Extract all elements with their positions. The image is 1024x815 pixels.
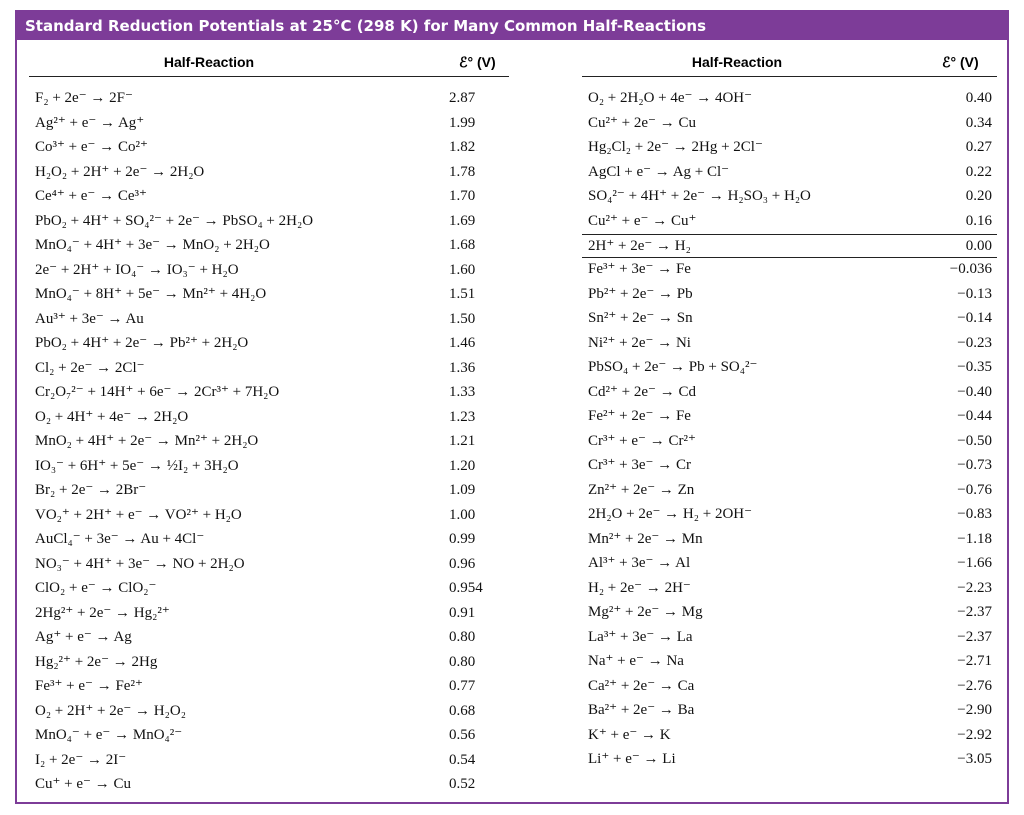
half-reaction-header: Half-Reaction xyxy=(691,54,783,70)
half-reaction: O₂ + 2H⁺ + 2e⁻ → H₂O₂ xyxy=(35,702,186,719)
half-reaction: Cr³⁺ + 3e⁻ → Cr xyxy=(588,457,691,473)
table-row xyxy=(582,626,997,651)
potential-value: −2.90 xyxy=(957,702,992,718)
potential-value: 0.16 xyxy=(965,212,992,229)
table-row xyxy=(29,602,509,627)
half-reaction: NO₃⁻ + 4H⁺ + 3e⁻ → NO + 2H₂O xyxy=(35,555,245,572)
potential-value: 1.78 xyxy=(449,163,476,180)
potential-value: −1.66 xyxy=(957,555,992,571)
half-reaction: MnO₄⁻ + 8H⁺ + 5e⁻ → Mn²⁺ + 4H₂O xyxy=(35,286,267,302)
table-row xyxy=(29,455,509,480)
table-row xyxy=(29,675,509,700)
table-row xyxy=(582,405,997,430)
half-reaction: ClO₂ + e⁻ → ClO₂⁻ xyxy=(35,580,157,596)
table-row xyxy=(582,332,997,357)
potential-value: 0.20 xyxy=(965,188,992,204)
half-reaction: Cr³⁺ + e⁻ → Cr²⁺ xyxy=(588,432,696,449)
table-row xyxy=(29,357,509,382)
potential-value: 0.99 xyxy=(449,531,476,547)
table-row xyxy=(29,430,509,455)
table-row xyxy=(582,552,997,577)
table-row xyxy=(582,601,997,626)
potential-value: −2.37 xyxy=(957,604,992,620)
half-reaction: Fe³⁺ + 3e⁻ → Fe xyxy=(588,261,691,277)
potential-value: 1.09 xyxy=(449,482,476,498)
left-rows xyxy=(29,87,509,798)
table-row xyxy=(582,675,997,700)
potential-value: 1.51 xyxy=(449,286,476,302)
table-row xyxy=(582,454,997,479)
table-row xyxy=(582,210,997,235)
table-row xyxy=(29,724,509,749)
table-row xyxy=(582,112,997,137)
half-reaction: Hg₂²⁺ + 2e⁻ → 2Hg xyxy=(35,653,158,670)
table-row xyxy=(29,332,509,357)
table-row xyxy=(29,553,509,578)
potential-value: 1.60 xyxy=(449,261,476,278)
potential-value: −2.92 xyxy=(957,726,992,743)
potential-value: 2.87 xyxy=(449,90,476,106)
half-reaction: AuCl₄⁻ + 3e⁻ → Au + 4Cl⁻ xyxy=(35,531,205,547)
table-row xyxy=(29,283,509,308)
half-reaction: Mn²⁺ + 2e⁻ → Mn xyxy=(588,530,703,547)
table-row xyxy=(582,283,997,308)
table-row xyxy=(582,87,997,112)
potential-value: −2.76 xyxy=(957,677,992,694)
half-reaction: Pb²⁺ + 2e⁻ → Pb xyxy=(588,285,693,302)
potential-value: 1.99 xyxy=(449,114,476,131)
potential-value: 1.23 xyxy=(449,408,476,425)
table-row xyxy=(582,528,997,553)
half-reaction: MnO₄⁻ + e⁻ → MnO₄²⁻ xyxy=(35,727,183,743)
table-row xyxy=(29,749,509,774)
half-reaction: Cr₂O₇²⁻ + 14H⁺ + 6e⁻ → 2Cr³⁺ + 7H₂O xyxy=(35,384,280,400)
half-reaction: Mg²⁺ + 2e⁻ → Mg xyxy=(588,604,703,620)
table-row xyxy=(582,650,997,675)
potential-value: 0.54 xyxy=(449,751,476,768)
table-row xyxy=(29,626,509,651)
half-reaction: O₂ + 4H⁺ + 4e⁻ → 2H₂O xyxy=(35,408,189,425)
table-row xyxy=(29,577,509,602)
half-reaction: PbO₂ + 4H⁺ + SO₄²⁻ + 2e⁻ → PbSO₄ + 2H₂O xyxy=(35,212,314,229)
potential-value: −0.76 xyxy=(957,481,992,498)
table-row xyxy=(29,773,509,798)
half-reaction: Na⁺ + e⁻ → Na xyxy=(588,653,684,669)
table-row xyxy=(29,185,509,210)
half-reaction: IO₃⁻ + 6H⁺ + 5e⁻ → ½I₂ + 3H₂O xyxy=(35,457,239,474)
half-reaction: O₂ + 2H₂O + 4e⁻ → 4OH⁻ xyxy=(588,90,753,106)
potential-value: 1.70 xyxy=(449,188,476,204)
right-header xyxy=(582,50,997,77)
potential-value: 0.00 xyxy=(965,238,992,254)
potential-value: 1.20 xyxy=(449,457,476,474)
half-reaction: Cl₂ + 2e⁻ → 2Cl⁻ xyxy=(35,359,145,376)
table-row xyxy=(582,307,997,332)
half-reaction: F₂ + 2e⁻ → 2F⁻ xyxy=(35,90,133,106)
half-reaction: 2H⁺ + 2e⁻ → H₂ xyxy=(588,238,691,254)
left-header xyxy=(29,50,509,77)
half-reaction: SO₄²⁻ + 4H⁺ + 2e⁻ → H₂SO₃ + H₂O xyxy=(588,188,811,204)
table-row xyxy=(582,161,997,186)
table-row xyxy=(29,504,509,529)
potential-value: 1.00 xyxy=(449,506,476,523)
half-reaction: Ag⁺ + e⁻ → Ag xyxy=(35,629,132,645)
right-rows xyxy=(582,87,997,773)
half-reaction: MnO₄⁻ + 4H⁺ + 3e⁻ → MnO₂ + 2H₂O xyxy=(35,237,270,253)
table-row xyxy=(29,479,509,504)
potential-value: −2.37 xyxy=(957,628,992,645)
table-row xyxy=(582,699,997,724)
potential-value: −2.71 xyxy=(957,653,992,669)
table-row xyxy=(29,210,509,235)
half-reaction: H₂ + 2e⁻ → 2H⁻ xyxy=(588,579,691,596)
half-reaction: I₂ + 2e⁻ → 2I⁻ xyxy=(35,751,127,768)
potential-header: ℰ° (V) xyxy=(459,54,496,70)
half-reaction: PbSO₄ + 2e⁻ → Pb + SO₄²⁻ xyxy=(588,359,758,375)
half-reaction: Fe²⁺ + 2e⁻ → Fe xyxy=(588,408,691,424)
potential-value: −0.44 xyxy=(957,408,992,424)
half-reaction: Al³⁺ + 3e⁻ → Al xyxy=(588,555,691,571)
half-reaction: Ba²⁺ + 2e⁻ → Ba xyxy=(588,702,695,718)
potential-value: 1.82 xyxy=(449,139,476,155)
half-reaction: H₂O₂ + 2H⁺ + 2e⁻ → 2H₂O xyxy=(35,163,205,180)
table-row xyxy=(582,479,997,504)
potential-header: ℰ° (V) xyxy=(942,54,979,70)
table-row xyxy=(582,185,997,210)
half-reaction: 2Hg²⁺ + 2e⁻ → Hg₂²⁺ xyxy=(35,604,170,621)
table-row xyxy=(582,234,997,258)
half-reaction: Ag²⁺ + e⁻ → Ag⁺ xyxy=(35,114,145,131)
table-row xyxy=(582,577,997,602)
potential-value: 1.36 xyxy=(449,359,476,376)
potential-value: 0.22 xyxy=(965,163,992,180)
potential-value: −0.50 xyxy=(957,432,992,449)
table-row xyxy=(582,503,997,528)
half-reaction: Sn²⁺ + 2e⁻ → Sn xyxy=(588,310,693,326)
table-row xyxy=(29,528,509,553)
table-title: Standard Reduction Potentials at 25°C (298 K) for Many Common Half-Reactions xyxy=(17,12,1007,40)
table-row xyxy=(582,748,997,773)
half-reaction-header: Half-Reaction xyxy=(163,54,255,70)
potential-value: 1.69 xyxy=(449,212,476,229)
half-reaction: PbO₂ + 4H⁺ + 2e⁻ → Pb²⁺ + 2H₂O xyxy=(35,335,249,351)
potential-value: −2.23 xyxy=(957,579,992,596)
half-reaction: Ca²⁺ + 2e⁻ → Ca xyxy=(588,677,695,694)
table-row xyxy=(582,258,997,283)
table-row xyxy=(582,430,997,455)
potential-value: −0.23 xyxy=(957,334,992,351)
half-reaction: Fe³⁺ + e⁻ → Fe²⁺ xyxy=(35,678,143,694)
potential-value: 0.77 xyxy=(449,678,476,694)
potential-value: −0.83 xyxy=(957,506,992,522)
potential-value: −0.13 xyxy=(957,285,992,302)
potential-value: 0.80 xyxy=(449,629,476,645)
half-reaction: Cd²⁺ + 2e⁻ → Cd xyxy=(588,383,696,400)
table-row xyxy=(29,259,509,284)
table-row xyxy=(29,112,509,137)
potential-value: 0.68 xyxy=(449,702,476,719)
half-reaction: Li⁺ + e⁻ → Li xyxy=(588,751,676,767)
half-reaction: La³⁺ + 3e⁻ → La xyxy=(588,628,693,645)
potential-value: −0.14 xyxy=(957,310,992,326)
potential-value: −0.73 xyxy=(957,457,992,473)
potential-value: −1.18 xyxy=(957,530,992,547)
half-reaction: MnO₂ + 4H⁺ + 2e⁻ → Mn²⁺ + 2H₂O xyxy=(35,433,259,449)
table-row xyxy=(582,356,997,381)
half-reaction: 2e⁻ + 2H⁺ + IO₄⁻ → IO₃⁻ + H₂O xyxy=(35,261,239,278)
table-row xyxy=(29,234,509,259)
table-row xyxy=(29,381,509,406)
half-reaction: Ni²⁺ + 2e⁻ → Ni xyxy=(588,334,691,351)
half-reaction: VO₂⁺ + 2H⁺ + e⁻ → VO²⁺ + H₂O xyxy=(35,506,242,523)
potential-value: 0.40 xyxy=(965,90,992,106)
table-row xyxy=(29,308,509,333)
potential-value: 0.52 xyxy=(449,776,476,792)
potential-value: 0.56 xyxy=(449,727,476,743)
table-row xyxy=(29,136,509,161)
potential-value: −0.35 xyxy=(957,359,992,375)
half-reaction: AgCl + e⁻ → Ag + Cl⁻ xyxy=(588,163,730,180)
potential-value: 1.46 xyxy=(449,335,476,351)
half-reaction: Cu²⁺ + 2e⁻ → Cu xyxy=(588,114,696,131)
half-reaction: Br₂ + 2e⁻ → 2Br⁻ xyxy=(35,482,147,498)
potential-value: 0.27 xyxy=(965,139,992,155)
table-row xyxy=(29,87,509,112)
half-reaction: Zn²⁺ + 2e⁻ → Zn xyxy=(588,481,695,498)
potential-value: 0.954 xyxy=(449,580,483,596)
table-row xyxy=(29,161,509,186)
potential-value: 0.80 xyxy=(449,653,476,670)
half-reaction: Cu⁺ + e⁻ → Cu xyxy=(35,776,131,792)
potential-value: 0.91 xyxy=(449,604,476,621)
table-row xyxy=(29,700,509,725)
potential-value: −3.05 xyxy=(957,751,992,767)
potential-value: 0.34 xyxy=(965,114,992,131)
table-row xyxy=(29,651,509,676)
half-reaction: K⁺ + e⁻ → K xyxy=(588,726,671,743)
table-row xyxy=(29,406,509,431)
potentials-table xyxy=(15,10,1009,804)
left-column xyxy=(29,50,509,798)
half-reaction: Au³⁺ + 3e⁻ → Au xyxy=(35,310,144,327)
potential-value: 1.21 xyxy=(449,433,476,449)
half-reaction: Co³⁺ + e⁻ → Co²⁺ xyxy=(35,139,148,155)
potential-value: 0.96 xyxy=(449,555,476,572)
half-reaction: 2H₂O + 2e⁻ → H₂ + 2OH⁻ xyxy=(588,506,753,522)
potential-value: 1.68 xyxy=(449,237,476,253)
table-row xyxy=(582,381,997,406)
potential-value: −0.036 xyxy=(949,261,992,277)
half-reaction: Cu²⁺ + e⁻ → Cu⁺ xyxy=(588,212,697,229)
potential-value: 1.50 xyxy=(449,310,476,327)
potential-value: −0.40 xyxy=(957,383,992,400)
right-column xyxy=(582,50,997,773)
half-reaction: Hg₂Cl₂ + 2e⁻ → 2Hg + 2Cl⁻ xyxy=(588,139,763,155)
half-reaction: Ce⁴⁺ + e⁻ → Ce³⁺ xyxy=(35,188,147,204)
potential-value: 1.33 xyxy=(449,384,476,400)
table-row xyxy=(582,724,997,749)
table-row xyxy=(582,136,997,161)
